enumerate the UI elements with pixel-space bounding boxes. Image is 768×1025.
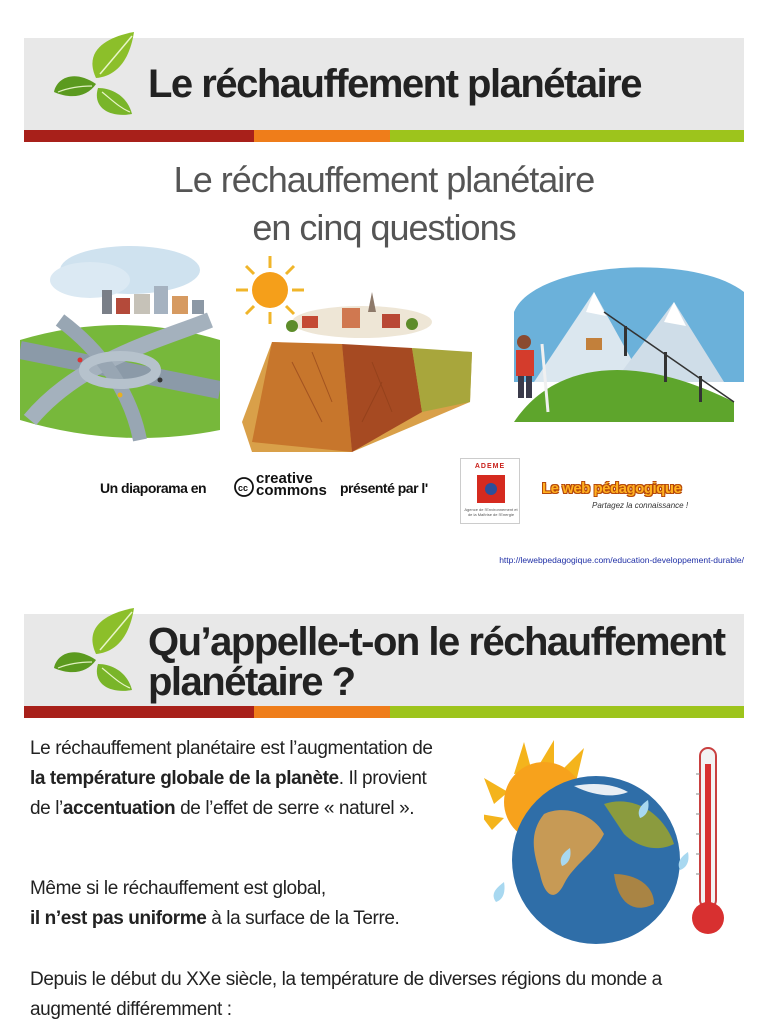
slide-subtitle: [0, 156, 768, 252]
p1-emphasis-temperature: la température globale de la planète: [30, 768, 339, 789]
paragraph-definition: [30, 734, 450, 824]
ademe-subtext: Agence de l'Environnement et de la Maîtrise de l'Energie: [464, 507, 518, 517]
paragraph-regions: Depuis le début du XXe siècle, la température de diverses régions du monde a augmenté différemment :: [30, 969, 662, 1020]
p2-text-c: à la surface de la Terre.: [206, 908, 400, 929]
credit-prefix: Un diaporama en: [100, 480, 207, 496]
header-title: Qu’appelle-t-on le réchauffement planétaire ?: [148, 620, 725, 704]
highway-city-illustration: [20, 240, 220, 450]
webpedagogique-tagline: Partagez la connaissance !: [592, 501, 689, 510]
skier-mountain-illustration: [494, 252, 754, 422]
slide-definition: [0, 600, 768, 1024]
webpedagogique-logo: Le web pédagogique: [542, 480, 682, 497]
credit-suffix: présenté par l': [340, 480, 428, 496]
p2-text-a: Même si le réchauffement est global,: [30, 878, 326, 899]
cc-wordmark: [256, 470, 327, 499]
leaves-logo-icon: [52, 28, 140, 120]
ademe-emblem-icon: [477, 475, 505, 503]
ademe-logo: [460, 458, 520, 524]
color-stripe: [24, 130, 744, 142]
sun-dry-fields-illustration: [232, 252, 482, 452]
p1-text-e: de l’effet de serre « naturel ».: [175, 798, 415, 819]
svg-text:cc: cc: [238, 483, 249, 493]
p1-text-c: . Il provient de l’: [30, 768, 427, 819]
subtitle-line-2: en cinq questions: [252, 207, 516, 248]
subtitle-line-1: Le réchauffement planétaire: [173, 159, 595, 200]
cc-line-2: commons: [256, 482, 327, 499]
leaves-logo-icon: [52, 604, 140, 696]
earth-sun-thermometer-illustration: [484, 734, 728, 950]
paragraph-uniformity: [30, 874, 470, 934]
p1-text-a: Le réchauffement planétaire est l’augmentation de: [30, 738, 433, 759]
cc-line-1: creative: [256, 470, 313, 487]
source-link[interactable]: http://lewebpedagogique.com/education-developpement-durable/: [499, 555, 744, 565]
ademe-label: ADEME: [474, 463, 506, 470]
header-title: Le réchauffement planétaire: [148, 62, 641, 106]
p2-emphasis-uniform: il n’est pas uniforme: [30, 908, 207, 929]
p1-emphasis-accentuation: accentuation: [62, 798, 176, 819]
color-stripe: [24, 706, 744, 718]
